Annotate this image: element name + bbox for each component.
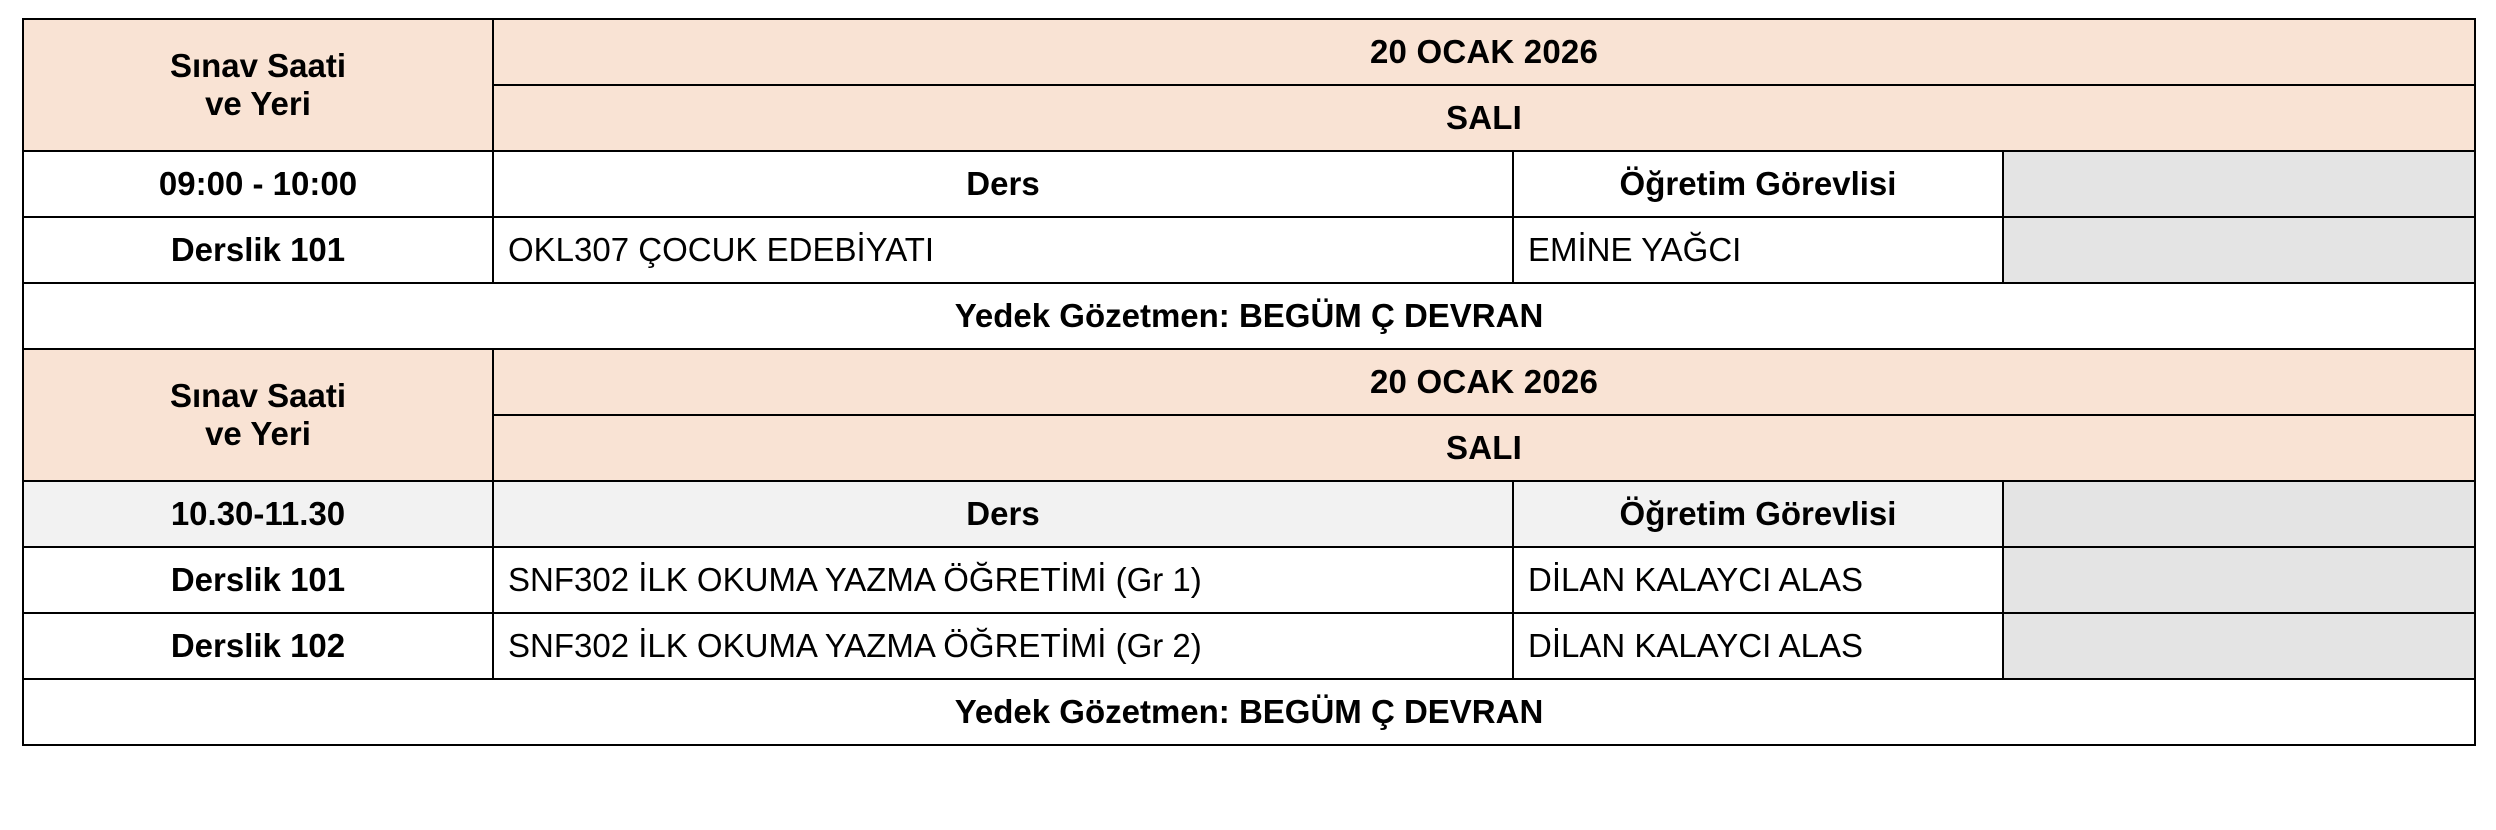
column-header-course-2: Ders xyxy=(493,481,1513,547)
block-2-reserve-row xyxy=(23,679,2475,745)
time-location-header-line1: Sınav Saati xyxy=(169,47,347,85)
reserve-supervisor-1: Yedek Gözetmen: BEGÜM Ç DEVRAN xyxy=(23,283,2475,349)
block-1-date-row xyxy=(23,19,2475,85)
course-2-2: SNF302 İLK OKUMA YAZMA ÖĞRETİMİ (Gr 2) xyxy=(493,613,1513,679)
column-header-course-1: Ders xyxy=(493,151,1513,217)
block-2-date-row xyxy=(23,349,2475,415)
room-2-1: Derslik 101 xyxy=(23,547,493,613)
exam-day-1: SALI xyxy=(493,85,2475,151)
empty-cell-1-1 xyxy=(2003,217,2475,283)
exam-time-2: 10.30-11.30 xyxy=(23,481,493,547)
time-location-header-line2: ve Yeri xyxy=(205,85,311,122)
reserve-supervisor-2: Yedek Gözetmen: BEGÜM Ç DEVRAN xyxy=(23,679,2475,745)
exam-day-2: SALI xyxy=(493,415,2475,481)
exam-date-2: 20 OCAK 2026 xyxy=(493,349,2475,415)
time-location-header-line1-2: Sınav Saati xyxy=(169,377,347,415)
room-2-2: Derslik 102 xyxy=(23,613,493,679)
time-location-header-line2-2: ve Yeri xyxy=(205,415,311,452)
block-1-column-header-row xyxy=(23,151,2475,217)
table-row xyxy=(23,547,2475,613)
empty-cell-2-2 xyxy=(2003,613,2475,679)
instructor-2-2: DİLAN KALAYCI ALAS xyxy=(1513,613,2003,679)
course-1-1: OKL307 ÇOCUK EDEBİYATI xyxy=(493,217,1513,283)
exam-time-1: 09:00 - 10:00 xyxy=(23,151,493,217)
room-1-1: Derslik 101 xyxy=(23,217,493,283)
empty-cell-2-1 xyxy=(2003,547,2475,613)
time-location-header-1 xyxy=(23,19,493,151)
block-1-reserve-row xyxy=(23,283,2475,349)
table-row xyxy=(23,613,2475,679)
instructor-2-1: DİLAN KALAYCI ALAS xyxy=(1513,547,2003,613)
table-row xyxy=(23,217,2475,283)
instructor-1-1: EMİNE YAĞCI xyxy=(1513,217,2003,283)
block-2-column-header-row xyxy=(23,481,2475,547)
column-header-instructor-1: Öğretim Görevlisi xyxy=(1513,151,2003,217)
column-header-instructor-2: Öğretim Görevlisi xyxy=(1513,481,2003,547)
time-location-header-2 xyxy=(23,349,493,481)
empty-cell-2 xyxy=(2003,481,2475,547)
empty-cell-1 xyxy=(2003,151,2475,217)
exam-schedule-table xyxy=(22,18,2476,746)
exam-date-1: 20 OCAK 2026 xyxy=(493,19,2475,85)
course-2-1: SNF302 İLK OKUMA YAZMA ÖĞRETİMİ (Gr 1) xyxy=(493,547,1513,613)
